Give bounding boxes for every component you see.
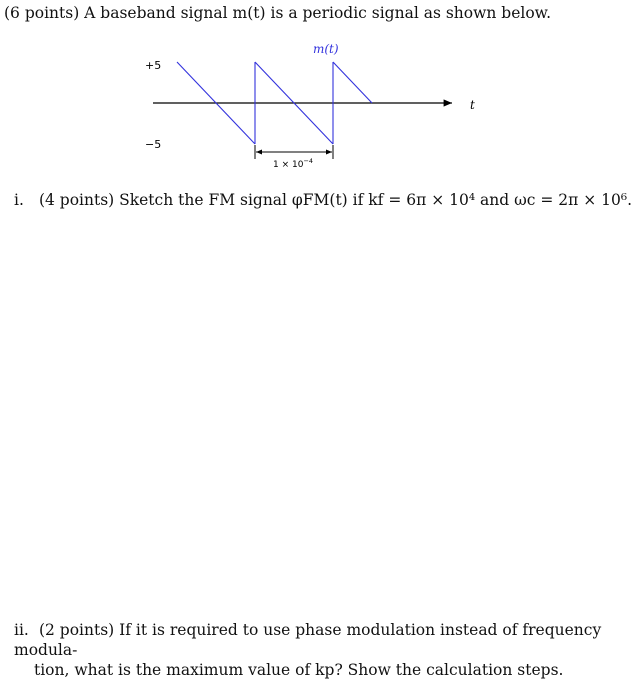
part-i-text: (4 points) Sketch the FM signal φFM(t) if kf = 6π × 10⁴ and ωc = 2π × 10⁶. [38, 191, 632, 209]
time-axis-label: t [470, 98, 475, 112]
signal-segment [333, 62, 372, 103]
signal-label: m(t) [313, 42, 339, 56]
period-label-base: 1 × 10 [273, 160, 304, 170]
ytick-bottom: −5 [145, 138, 162, 151]
part-i-marker: i. [14, 191, 24, 209]
ytick-top: +5 [145, 59, 162, 72]
signal-figure [0, 0, 640, 180]
header-text: (6 points) A baseband signal m(t) is a periodic signal as shown below. [4, 4, 552, 22]
period-arrow-right [326, 150, 332, 155]
signal-plot [0, 0, 640, 180]
period-arrow-left [256, 150, 262, 155]
part-ii-marker: ii. [14, 621, 29, 639]
period-label-exponent: −4 [303, 157, 314, 165]
period-label [273, 157, 313, 170]
part-i [14, 190, 632, 210]
part-ii [14, 620, 626, 680]
part-ii-line1: (2 points) If it is required to use phase modulation instead of frequency modula- [14, 621, 602, 659]
part-ii-line2: tion, what is the maximum value of kp? Show the calculation steps. [34, 661, 564, 679]
